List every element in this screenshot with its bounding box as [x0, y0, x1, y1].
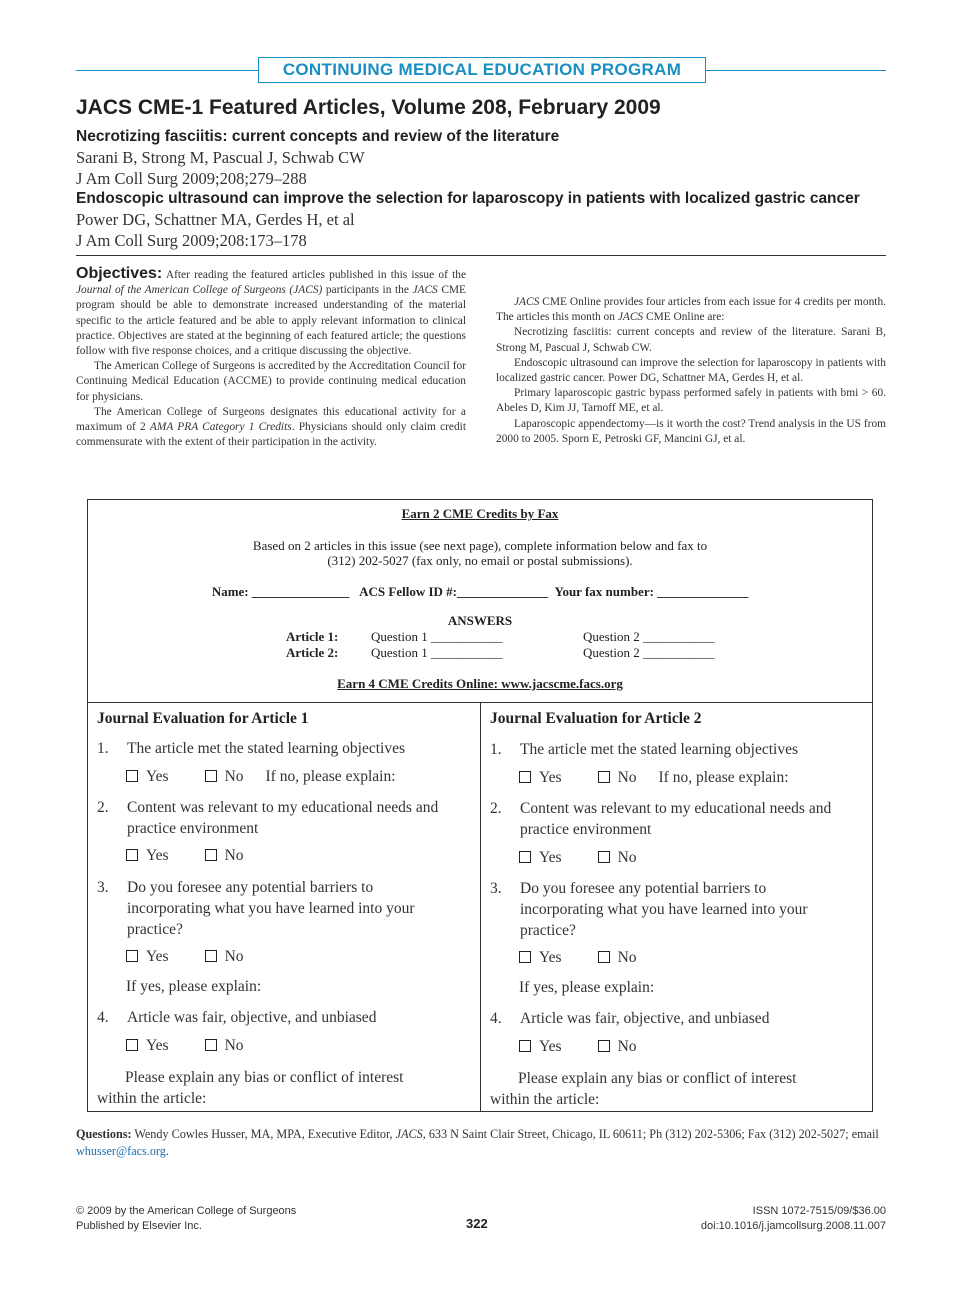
- no-checkbox[interactable]: [205, 770, 217, 782]
- no-checkbox[interactable]: [598, 771, 610, 783]
- designation-paragraph: The American College of Surgeons designates this educational activity for a maximum of 2 AMA PRA Category 1 Credits. Physicians should only claim credit commensurate with the extent of their participation in the activity.: [76, 405, 467, 449]
- header-divider: [76, 255, 886, 256]
- cme-banner: CONTINUING MEDICAL EDUCATION PROGRAM: [258, 57, 706, 83]
- answers-article-2-label: Article 2:: [286, 645, 339, 660]
- question-2-options: Yes No: [126, 847, 244, 865]
- objectives-paragraph-1: Objectives: After reading the featured articles published in this issue of the Journal of the American College of Surgeons (JACS) participants in the JACS CME program should be able to demonstrate increased understanding of the material specific to the article featured and be able to apply relevant information to clinical practice. Objectives are stated at the beginning of each featured article; the questions follow with five response choices, and a critique discussing the objective.: [76, 265, 466, 358]
- no-checkbox[interactable]: [205, 950, 217, 962]
- yes-checkbox[interactable]: [126, 849, 138, 861]
- evaluation-article-2: Journal Evaluation for Article 2 1. The article met the stated learning objectives Yes No If no, please explain: 2. Content was relevant to my educational needs and practice environment Yes No 3. Do you foresee any potential barriers to incorporating what you have learned into your practice? Yes No If yes, please explain: 4. Article was fair, objective, and unbiased Yes No Please explain any bias or conflict of interest within the article:: [490, 710, 832, 1108]
- answers-heading: ANSWERS: [447, 613, 513, 628]
- no-checkbox[interactable]: [598, 851, 610, 863]
- no-checkbox[interactable]: [598, 1040, 610, 1052]
- fellow-id-field[interactable]: ______________: [457, 584, 548, 599]
- online-paragraph: JACS CME Online provides four articles from each issue for 4 credits per month. The articles this month on JACS CME Online are:: [496, 296, 886, 324]
- article-1-title: Necrotizing fasciitis: current concepts and review of the literature: [76, 128, 560, 145]
- yes-checkbox[interactable]: [126, 770, 138, 782]
- evaluation-heading: Journal Evaluation for Article 2: [490, 710, 702, 727]
- accreditation-paragraph: The American College of Surgeons is accredited by the Accreditation Council for Continuing Medical Education (ACCME) to provide continuing medical education for physicians.: [76, 360, 466, 403]
- yes-checkbox[interactable]: [126, 950, 138, 962]
- fax-instructions-line-1: Based on 2 articles in this issue (see next page), complete information below and fax to: [252, 538, 708, 553]
- objectives-right-column: [496, 266, 886, 447]
- yes-checkbox[interactable]: [519, 1040, 531, 1052]
- question-2-options: Yes No: [519, 849, 637, 867]
- no-checkbox[interactable]: [598, 951, 610, 963]
- objectives-heading: Objectives:: [76, 265, 163, 282]
- yes-checkbox[interactable]: [519, 771, 531, 783]
- no-checkbox[interactable]: [205, 849, 217, 861]
- online-article-4: Laparoscopic appendectomy—is it worth the cost? Trend analysis in the US from 2000 to 2005. Sporn E, Petroski GF, Mancini GJ, et al.: [496, 417, 886, 445]
- article-1-authors: Sarani B, Strong M, Pascual J, Schwab CW: [76, 148, 365, 167]
- answers-article-1-label: Article 1:: [286, 629, 339, 644]
- fax-heading: Earn 2 CME Credits by Fax: [401, 506, 559, 521]
- question-1-options: Yes No If no, please explain:: [126, 768, 396, 786]
- questions-contact: Questions: Wendy Cowles Husser, MA, MPA, Executive Editor, JACS, 633 N Saint Clair Street, Chicago, IL 60611; Ph (312) 202-5306; Fax (312) 202-5027; email whusser@facs.org.: [76, 1127, 879, 1158]
- cme-fax-form: [87, 499, 873, 1112]
- name-field[interactable]: _______________: [251, 584, 350, 599]
- answer-a2-q2[interactable]: Question 2 ___________: [583, 645, 715, 660]
- bias-explain: Please explain any bias or conflict of interest within the article:: [490, 1070, 797, 1108]
- yes-checkbox[interactable]: [519, 951, 531, 963]
- evaluation-heading: Journal Evaluation for Article 1: [97, 710, 309, 727]
- online-article-2: Endoscopic ultrasound can improve the selection for laparoscopy in patients with localized gastric cancer. Power DG, Schattner MA, Gerdes H, et al.: [496, 356, 886, 385]
- fax-instructions: [88, 500, 872, 703]
- question-3-options: Yes No: [126, 948, 244, 966]
- article-2-authors: Power DG, Schattner MA, Gerdes H, et al: [76, 210, 355, 229]
- online-article-3: Primary laparoscopic gastric bypass performed safely in patients with bmi > 60. Abeles D, Kim JJ, Tarnoff ME, et al.: [496, 387, 886, 415]
- answer-a1-q2[interactable]: Question 2 ___________: [583, 629, 715, 644]
- answer-a1-q1[interactable]: Question 1 ___________: [371, 629, 503, 644]
- yes-checkbox[interactable]: [519, 851, 531, 863]
- no-checkbox[interactable]: [205, 1039, 217, 1051]
- fax-instructions-line-2: (312) 202-5027 (fax only, no email or postal submissions).: [327, 553, 633, 568]
- objectives-left-column: [76, 266, 466, 450]
- question-4-options: Yes No: [519, 1038, 637, 1056]
- yes-checkbox[interactable]: [126, 1039, 138, 1051]
- page-title: JACS CME-1 Featured Articles, Volume 208, February 2009: [76, 96, 661, 119]
- copyright-block: © 2009 by the American College of Surgeons Published by Elsevier Inc.: [76, 1205, 297, 1232]
- issn-doi-block: ISSN 1072-7515/09/$36.00 doi:10.1016/j.jamcollsurg.2008.11.007: [700, 1205, 886, 1232]
- online-credits-link[interactable]: Earn 4 CME Credits Online: www.jacscme.facs.org: [337, 676, 623, 691]
- question-3-options: Yes No: [519, 949, 637, 967]
- question-4-options: Yes No: [126, 1037, 244, 1055]
- banner-rule-right: [706, 70, 886, 71]
- question-3-explain: If yes, please explain:: [126, 978, 262, 995]
- page-number: 322: [466, 1216, 488, 1231]
- bias-explain: Please explain any bias or conflict of interest within the article:: [97, 1069, 404, 1107]
- evaluation-article-1: Journal Evaluation for Article 1 1. The article met the stated learning objectives Yes No If no, please explain: 2. Content was relevant to my educational needs and practice environment Yes No 3. Do you foresee any potential barriers to incorporating what you have learned into your practice? Yes No If yes, please explain: 4. Article was fair, objective, and unbiased Yes No Please explain any bias or conflict of interest within the article:: [97, 710, 439, 1107]
- fax-number-field[interactable]: ______________: [657, 584, 749, 599]
- online-article-1: Necrotizing fasciitis: current concepts and review of the literature. Sarani B, Strong M, Pascual J, Schwab CW.: [496, 326, 886, 354]
- article-2-citation: J Am Coll Surg 2009;208:173–178: [76, 231, 307, 250]
- article-1-citation: J Am Coll Surg 2009;208;279–288: [76, 169, 307, 188]
- banner-rule-left: [76, 70, 258, 71]
- fax-info-fields: Name: _______________ ACS Fellow ID #:______________ Your fax number: ______________: [211, 584, 749, 599]
- email-link[interactable]: whusser@facs.org: [76, 1144, 166, 1158]
- question-1-options: Yes No If no, please explain:: [519, 769, 789, 787]
- answer-a2-q1[interactable]: Question 1 ___________: [371, 645, 503, 660]
- article-2-title: Endoscopic ultrasound can improve the selection for laparoscopy in patients with localized gastric cancer: [76, 190, 860, 207]
- question-3-explain: If yes, please explain:: [519, 979, 655, 996]
